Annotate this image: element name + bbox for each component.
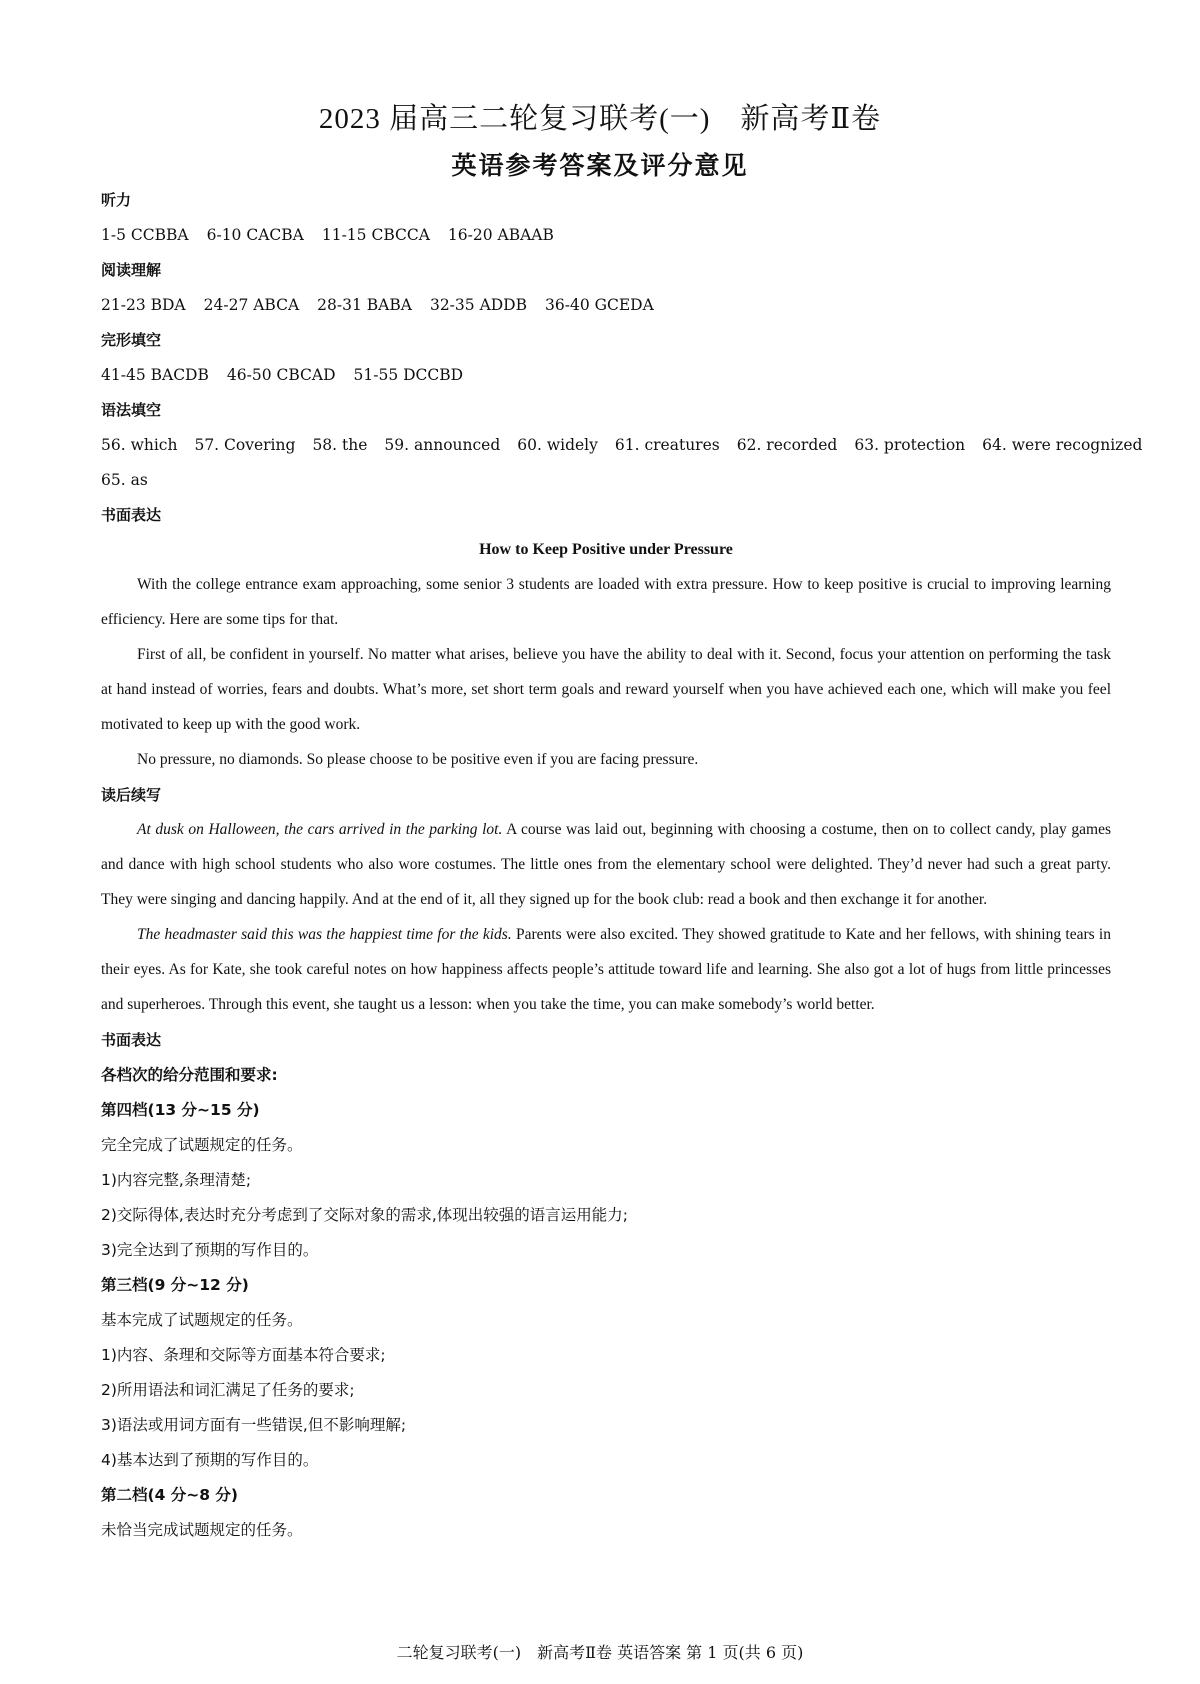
criteria-item: 3)语法或用词方面有一些错误,但不影响理解; <box>101 1416 407 1434</box>
criteria-item: 2)交际得体,表达时充分考虑到了交际对象的需求,体现出较强的语言运用能力; <box>101 1206 628 1224</box>
grammar-answer: 61. creatures <box>614 436 720 454</box>
continuation-paragraph <box>101 917 1111 1022</box>
answer-group: 6-10 CACBA <box>206 226 304 244</box>
scoring-intro: 各档次的给分范围和要求: <box>101 1066 278 1084</box>
section-heading-grammar: 语法填空 <box>101 401 162 419</box>
tier-2-desc: 未恰当完成试题规定的任务。 <box>101 1521 303 1539</box>
given-opening-sentence: The headmaster said this was the happiest time for the kids. <box>137 926 512 943</box>
grammar-answer: 57. Covering <box>194 436 296 454</box>
exam-title: 2023 届高三二轮复习联考(一) 新高考Ⅱ卷 <box>318 103 882 135</box>
section-heading-reading: 阅读理解 <box>101 261 162 279</box>
tier-4-title: 第四档(13 分~15 分) <box>101 1101 260 1119</box>
section-heading-continuation: 读后续写 <box>101 786 162 804</box>
tier-2-title: 第二档(4 分~8 分) <box>101 1486 239 1504</box>
tier-4-desc: 完全完成了试题规定的任务。 <box>101 1136 303 1154</box>
essay-paragraph: No pressure, no diamonds. So please choose to be positive even if you are facing pressure. <box>137 751 699 768</box>
grammar-answer: 62. recorded <box>736 436 838 454</box>
page-footer: 二轮复习联考(一) 新高考Ⅱ卷 英语答案 第 1 页(共 6 页) <box>396 1643 804 1662</box>
content-body <box>101 190 1143 1555</box>
grammar-answer: 63. protection <box>854 436 966 454</box>
criteria-item: 1)内容完整,条理清楚; <box>101 1171 252 1189</box>
answer-key-title: 英语参考答案及评分意见 <box>451 151 749 180</box>
paragraph-body: Parents were also excited. They showed gratitude to Kate and her fellows, with shining tears in their eyes. As for Kate, she took careful notes on how happiness affects people’s attitude toward life and learning. She also got a lot of hugs from little princesses and superheroes. Through this event, she taught us a lesson: when you take the time, you can make somebody’s world better. <box>101 926 1111 1013</box>
answer-group: 36-40 GCEDA <box>545 296 654 314</box>
cloze-answers <box>101 365 1111 400</box>
grammar-answer: 64. were recognized <box>982 436 1143 454</box>
essay-title: How to Keep Positive under Pressure <box>479 541 733 558</box>
grammar-answer: 60. widely <box>517 436 598 454</box>
continuation-paragraph <box>101 812 1111 917</box>
reading-answers <box>101 295 1111 330</box>
tier-3-desc: 基本完成了试题规定的任务。 <box>101 1311 303 1329</box>
answer-group: 16-20 ABAAB <box>447 226 554 244</box>
criteria-item: 3)完全达到了预期的写作目的。 <box>101 1241 319 1259</box>
answer-group: 1-5 CCBBA <box>101 226 189 244</box>
section-heading-cloze: 完形填空 <box>101 331 162 349</box>
answer-group: 28-31 BABA <box>317 296 412 314</box>
grammar-answer: 58. the <box>312 436 368 454</box>
grammar-answers <box>101 435 1143 470</box>
essay-paragraph: With the college entrance exam approaching, some senior 3 students are loaded with extra pressure. How to keep positive is crucial to improving learning efficiency. Here are some tips for that. <box>101 576 1111 628</box>
answer-group: 51-55 DCCBD <box>353 366 464 384</box>
answer-group: 24-27 ABCA <box>203 296 300 314</box>
listening-answers <box>101 225 1111 260</box>
grammar-answer: 65. as <box>101 471 148 489</box>
criteria-item: 2)所用语法和词汇满足了任务的要求; <box>101 1381 355 1399</box>
section-heading-scoring: 书面表达 <box>101 1031 162 1049</box>
given-opening-sentence: At dusk on Halloween, the cars arrived in the parking lot. <box>137 821 503 838</box>
answer-group: 41-45 BACDB <box>101 366 209 384</box>
criteria-item: 1)内容、条理和交际等方面基本符合要求; <box>101 1346 386 1364</box>
paragraph-body: A course was laid out, beginning with choosing a costume, then on to collect candy, play games and dance with high school students who also wore costumes. The little ones from the elementary school were delighted. They’d never had such a great party. They were singing and dancing happily. And at the end of it, all they signed up for the book club: read a book and then exchange it for another. <box>101 821 1111 908</box>
answer-group: 32-35 ADDB <box>429 296 528 314</box>
answer-group: 11-15 CBCCA <box>321 226 430 244</box>
criteria-item: 4)基本达到了预期的写作目的。 <box>101 1451 319 1469</box>
section-heading-listening: 听力 <box>101 191 132 209</box>
answer-group: 46-50 CBCAD <box>226 366 336 384</box>
answer-group: 21-23 BDA <box>101 296 186 314</box>
section-heading-writing: 书面表达 <box>101 506 162 524</box>
essay-paragraph: First of all, be confident in yourself. No matter what arises, believe you have the ability to deal with it. Second, focus your attention on performing the task at hand instead of worries, fears and doubts. What’s more, set short term goals and reward yourself when you have achieved each one, which will make you feel motivated to keep up with the good work. <box>101 646 1111 733</box>
tier-3-title: 第三档(9 分~12 分) <box>101 1276 249 1294</box>
grammar-answers-cont <box>101 470 1111 505</box>
grammar-answer: 59. announced <box>384 436 501 454</box>
grammar-answer: 56. which <box>101 436 178 454</box>
